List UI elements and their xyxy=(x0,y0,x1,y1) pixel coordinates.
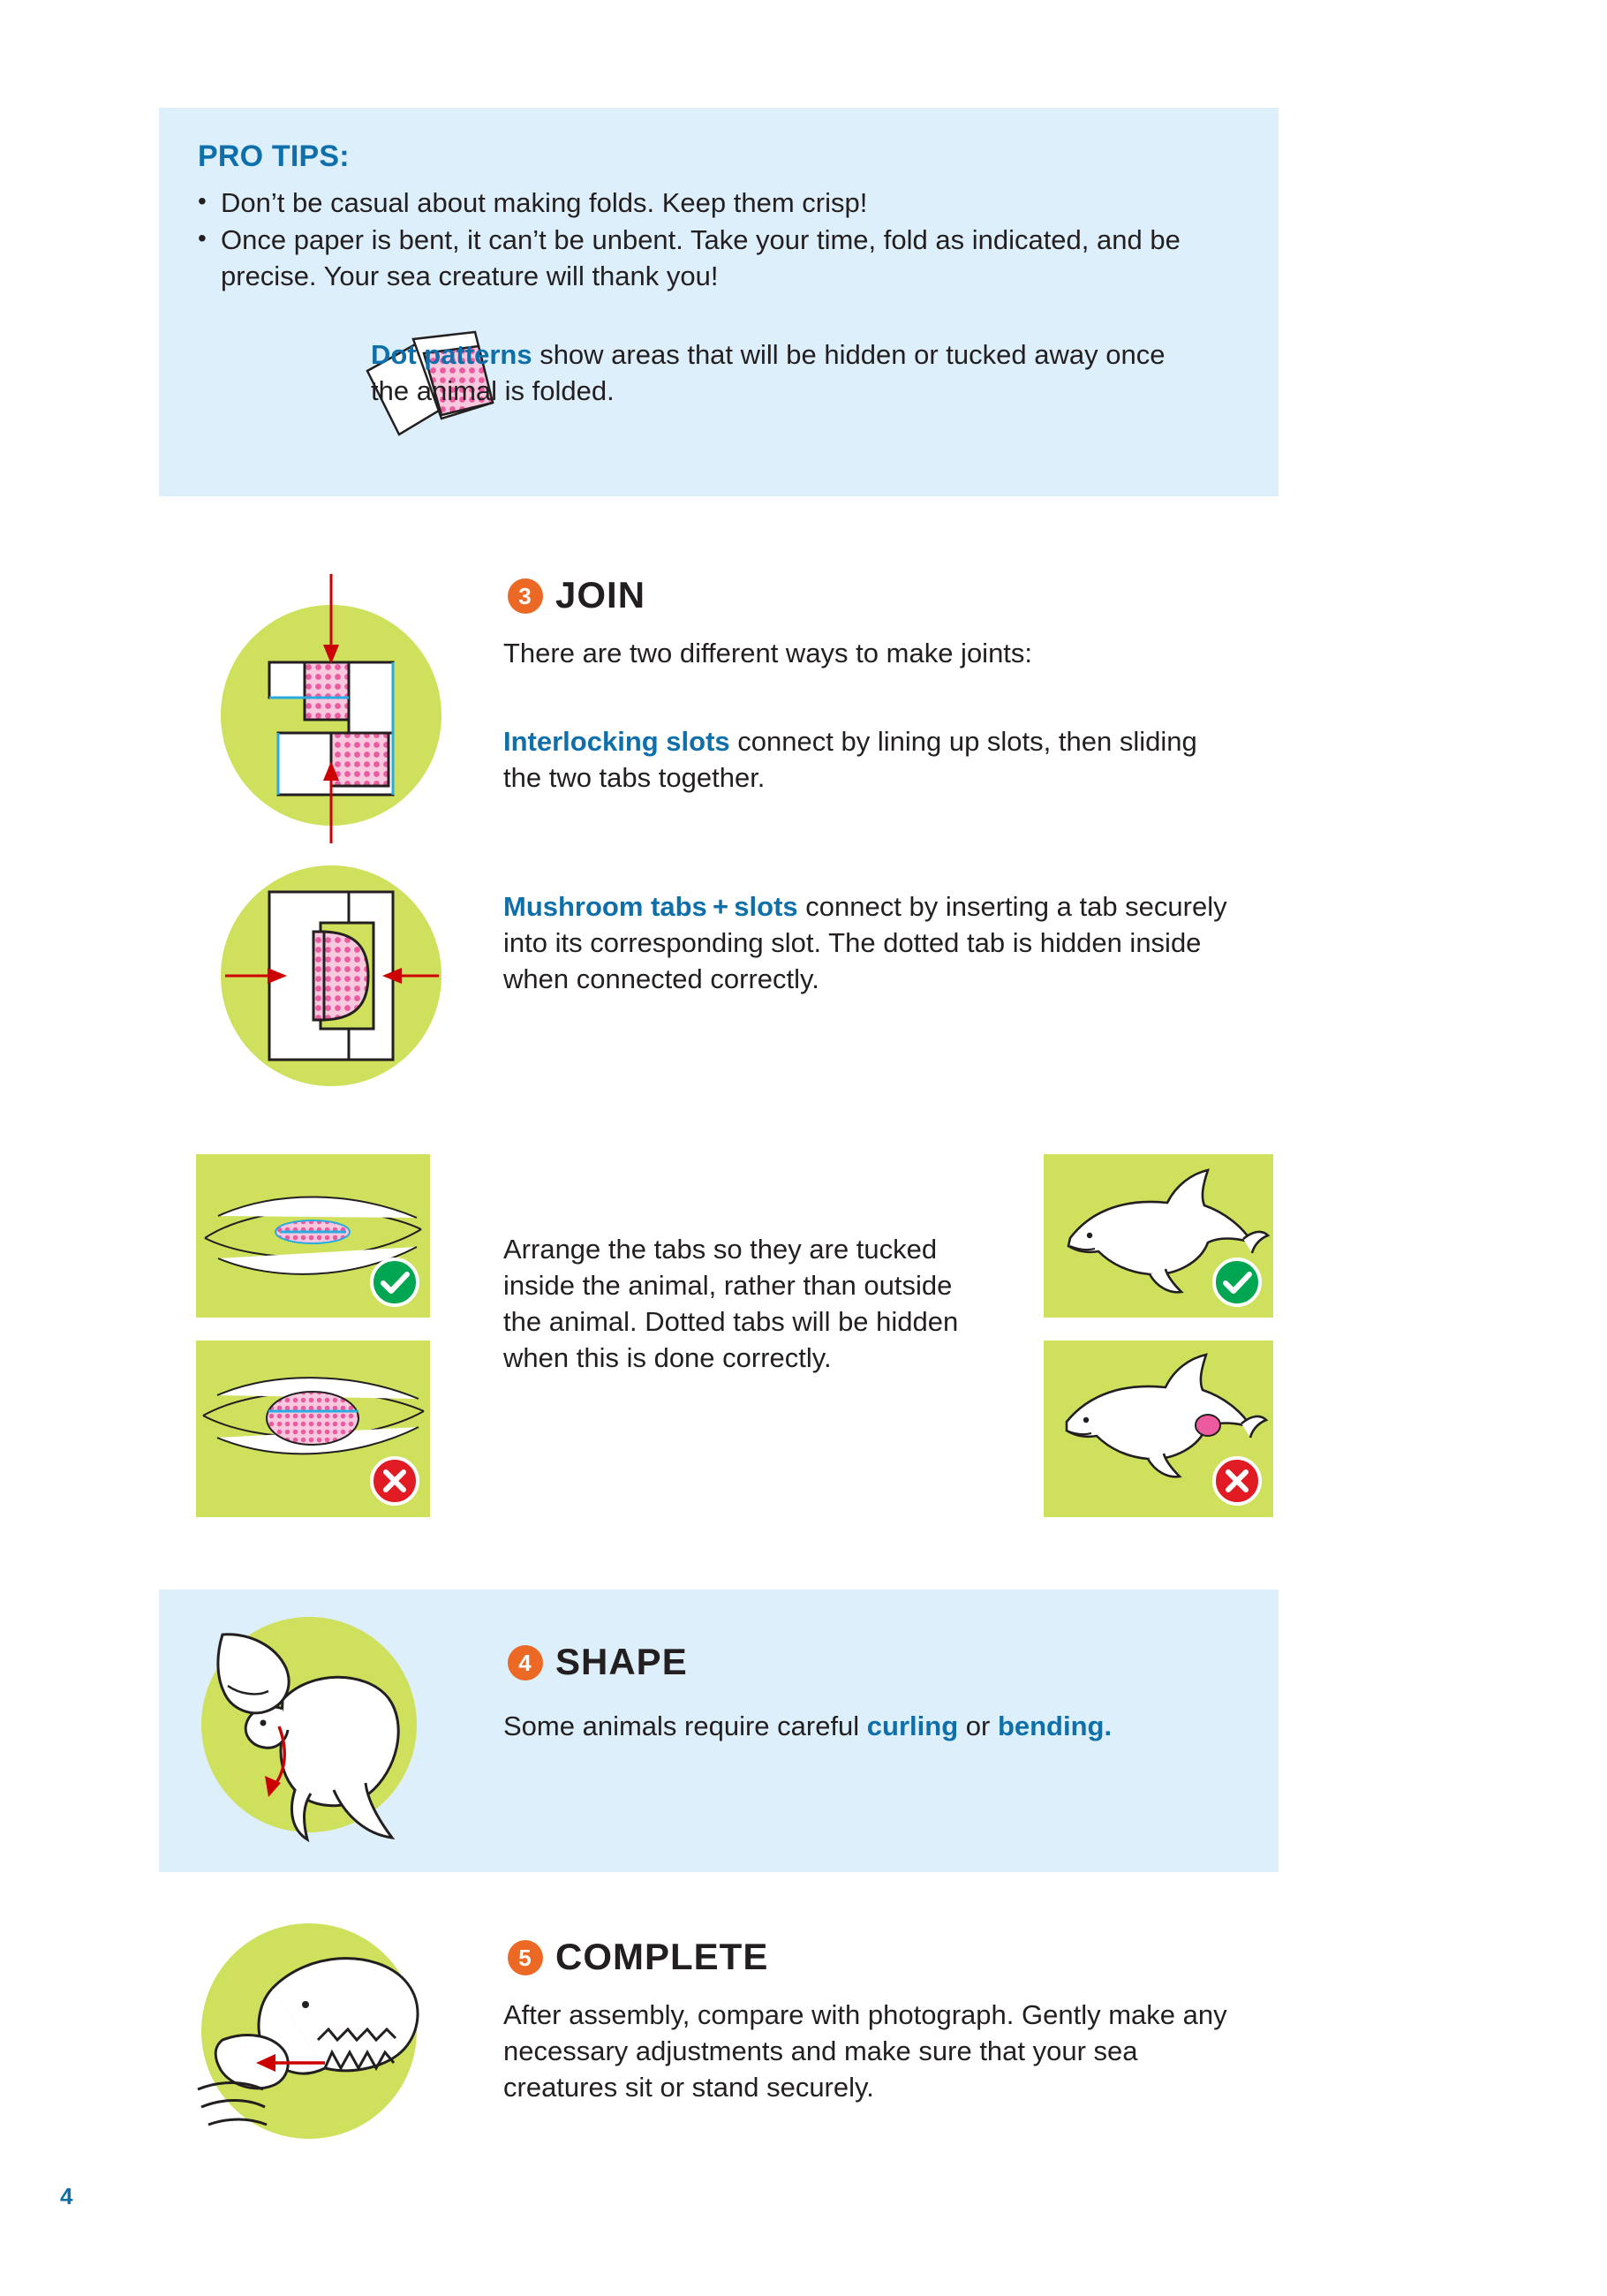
step-5-paragraph: After assembly, compare with photograph. Gently make any necessary adjustments and make sure that your sea creatures sit or stand securely. xyxy=(503,1999,1227,2103)
pro-tip-text: Don’t be casual about making folds. Keep them crisp! xyxy=(221,187,868,218)
mushroom-tabs-text: connect by inserting a tab securely into its corresponding slot. The dotted tab is hidden inside when connected correctly. xyxy=(503,891,1227,994)
step-5-title: COMPLETE xyxy=(555,1936,769,1977)
step-3-title: JOIN xyxy=(555,574,646,616)
figure-tabs-tucked-correct xyxy=(196,1154,430,1318)
step-3-mushroom-paragraph xyxy=(503,889,1236,998)
page-number: 4 xyxy=(60,2183,73,2209)
figure-mushroom-tabs xyxy=(216,848,446,1113)
mushroom-tabs-term: Mushroom tabs + slots xyxy=(503,891,798,922)
check-circle-icon xyxy=(1211,1257,1263,1308)
pro-tips-panel xyxy=(159,108,1279,496)
step-5-heading xyxy=(508,1936,768,1978)
step-4-heading xyxy=(508,1641,688,1683)
list-item xyxy=(198,223,1187,294)
step-3-interlocking-paragraph xyxy=(503,724,1236,797)
x-circle-icon xyxy=(1211,1455,1263,1507)
list-item xyxy=(198,185,1187,221)
dot-pattern-note xyxy=(371,337,1166,410)
step-3-intro: There are two different ways to make joints: xyxy=(503,638,1033,668)
bullet-glyph: • xyxy=(198,224,207,253)
curling-term: curling xyxy=(866,1711,959,1741)
bending-term: bending. xyxy=(997,1711,1113,1741)
figure-tabs-outside-incorrect xyxy=(196,1341,430,1517)
check-circle-icon xyxy=(369,1257,420,1308)
figure-dolphin-correct xyxy=(1044,1154,1273,1318)
pro-tips-title: PRO TIPS: xyxy=(198,140,350,173)
step-4-text-1: Some animals require careful xyxy=(503,1711,867,1741)
dot-pattern-note-rest: show areas that will be hidden or tucked away once the animal is folded. xyxy=(371,339,1166,406)
dot-pattern-term: Dot patterns xyxy=(371,339,532,370)
step-3-heading xyxy=(508,574,645,616)
figure-shape-hand xyxy=(177,1594,441,1859)
pro-tips-list xyxy=(198,185,1187,296)
interlocking-slots-term: Interlocking slots xyxy=(503,726,730,757)
step-5-number: 5 xyxy=(508,1940,543,1975)
step-4-number: 4 xyxy=(508,1645,543,1680)
figure-dolphin-incorrect xyxy=(1044,1341,1273,1517)
step-3-number: 3 xyxy=(508,578,543,614)
figure-complete-shark xyxy=(177,1907,441,2172)
step-4-title: SHAPE xyxy=(555,1641,688,1682)
pro-tip-text: Once paper is bent, it can’t be unbent. Take your time, fold as indicated, and be precise. Your sea creature will thank you! xyxy=(221,224,1181,291)
step-3-arrange-paragraph: Arrange the tabs so they are tucked inside the animal, rather than outside the animal. Dotted tabs will be hidden when this is done correctly. xyxy=(503,1234,959,1373)
step-4-paragraph xyxy=(503,1709,1174,1745)
bullet-glyph: • xyxy=(198,187,207,215)
figure-interlocking-slots xyxy=(216,565,446,848)
x-circle-icon xyxy=(369,1455,420,1507)
interlocking-slots-text: connect by lining up slots, then sliding the two tabs together. xyxy=(503,726,1197,793)
step-4-text-2: or xyxy=(958,1711,998,1741)
